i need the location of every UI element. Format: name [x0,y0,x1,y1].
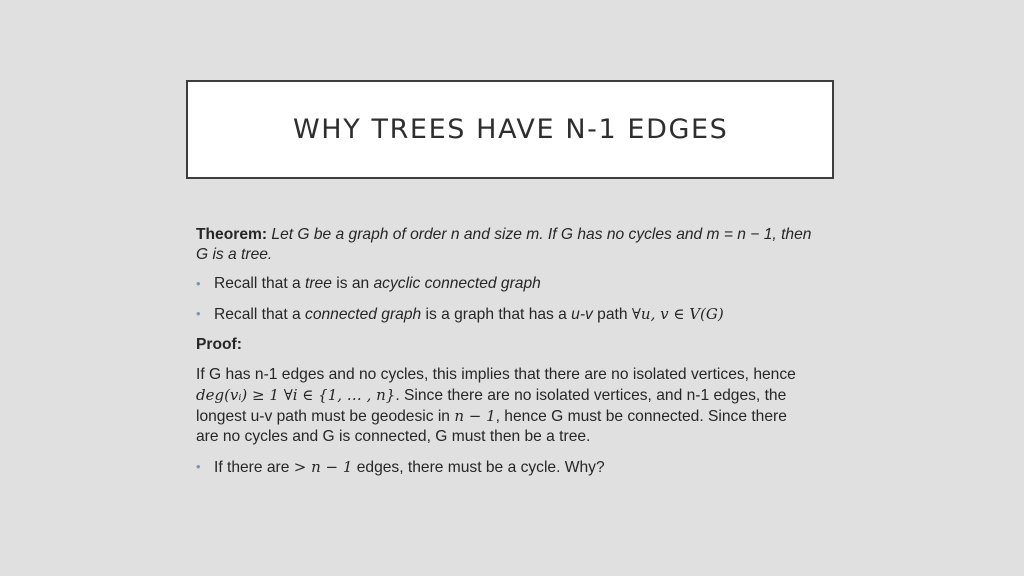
proof-line-2: . Since there are no isolated vertices, and n-1 edges, the [395,387,787,404]
slide-title: WHY TREES HAVE N-1 EDGES [293,114,729,145]
proof-line-1: If G has n-1 edges and no cycles, this implies that there are no isolated vertices, hence [196,366,796,383]
proof-label: Proof: [196,336,242,353]
theorem-label: Theorem: [196,226,268,243]
bullet-icon: • [196,459,201,474]
proof-line-4: are no cycles and G is connected, G must then be a tree. [196,428,591,445]
math-n-minus-1: n − 1 [454,407,496,425]
title-box [186,80,834,179]
term-uv: u-v [571,306,593,323]
math-degree: deg(vᵢ) ≥ 1 ∀i ∈ {1, … , n} [196,386,396,404]
proof-paragraph [196,365,836,447]
bullet-text: Recall that a [214,306,306,323]
term-tree: tree [305,275,332,292]
bullet-text: edges, there must be a cycle. Why? [352,459,605,476]
bullet-cycle-question [196,457,836,478]
proof-line-3-pre: longest u-v path must be geodesic in [196,408,455,425]
bullet-text: Recall that a [214,275,306,292]
math-forall-uv: ∀u, v ∈ V(G) [631,305,724,323]
bullet-text: is a graph that has a [421,306,572,323]
bullet-text: is an [331,275,374,292]
proof-line-3-post: , hence G must be connected. Since there [495,408,787,425]
bullet-connected-definition [196,304,836,325]
math-greater-n-minus-1: > n − 1 [293,458,353,476]
theorem-block [196,225,836,265]
bullet-icon: • [196,276,201,291]
bullet-icon: • [196,306,201,321]
term-connected-graph: connected graph [305,306,422,323]
theorem-text-2: G is a tree. [196,246,273,263]
bullet-text: path [592,306,632,323]
content-area [196,225,836,488]
bullet-text: If there are [214,459,294,476]
term-acyclic-connected-graph: acyclic connected graph [373,275,541,292]
bullet-tree-definition [196,274,836,294]
theorem-text-1: Let G be a graph of order n and size m. If G has no cycles and m = n − 1, then [271,226,812,243]
